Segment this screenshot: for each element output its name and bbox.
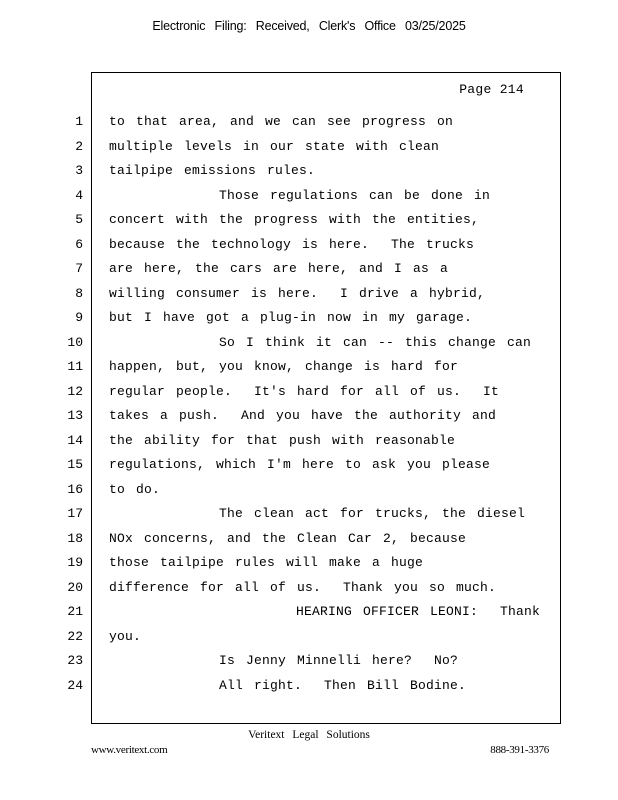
line-number: 9	[75, 310, 83, 325]
transcript-line: regulations, which I'm here to ask you please	[109, 457, 491, 472]
footer-website: www.veritext.com	[91, 744, 168, 756]
footer-phone: 888-391-3376	[490, 744, 549, 756]
transcript-line: happen, but, you know, change is hard for	[109, 359, 459, 374]
line-number: 21	[67, 604, 83, 619]
line-number: 20	[67, 580, 83, 595]
transcript-line: Is Jenny Minnelli here? No?	[109, 653, 459, 668]
transcript-line: to that area, and we can see progress on	[109, 114, 454, 129]
transcript-line: are here, the cars are here, and I as a	[109, 261, 449, 276]
transcript-line: HEARING OFFICER LEONI: Thank	[109, 604, 541, 619]
line-number: 10	[67, 335, 83, 350]
line-number: 18	[67, 531, 83, 546]
transcript-line: tailpipe emissions rules.	[109, 163, 316, 178]
line-number: 8	[75, 286, 83, 301]
transcript-line: All right. Then Bill Bodine.	[109, 678, 467, 693]
line-number: 12	[67, 384, 83, 399]
line-number: 24	[67, 678, 83, 693]
transcript-line: NOx concerns, and the Clean Car 2, because	[109, 531, 467, 546]
transcript-line: Those regulations can be done in	[109, 188, 491, 203]
line-number: 5	[75, 212, 83, 227]
transcript-line: you.	[109, 629, 142, 644]
transcript-line: those tailpipe rules will make a huge	[109, 555, 424, 570]
transcript-line: because the technology is here. The trucks	[109, 237, 475, 252]
line-number: 23	[67, 653, 83, 668]
line-number: 17	[67, 506, 83, 521]
line-number: 14	[67, 433, 83, 448]
transcript-line: the ability for that push with reasonable	[109, 433, 456, 448]
transcript-line: to do.	[109, 482, 161, 497]
line-number: 11	[67, 359, 83, 374]
transcript-line: The clean act for trucks, the diesel	[109, 506, 526, 521]
footer-company: Veritext Legal Solutions	[248, 729, 370, 741]
transcript-line: multiple levels in our state with clean	[109, 139, 440, 154]
transcript-line: regular people. It's hard for all of us. It	[109, 384, 500, 399]
line-number: 16	[67, 482, 83, 497]
line-number: 13	[67, 408, 83, 423]
line-number: 22	[67, 629, 83, 644]
filing-header: Electronic Filing: Received, Clerk's Office 03/25/2025	[152, 19, 466, 33]
line-number: 19	[67, 555, 83, 570]
line-number: 1	[75, 114, 83, 129]
line-number: 3	[75, 163, 83, 178]
transcript-line: concert with the progress with the entities,	[109, 212, 480, 227]
transcript-line: but I have got a plug-in now in my garage.	[109, 310, 473, 325]
line-number: 15	[67, 457, 83, 472]
page-number: Page 214	[459, 82, 524, 97]
transcript-line: So I think it can -- this change can	[109, 335, 532, 350]
line-number: 6	[75, 237, 83, 252]
transcript-line: takes a push. And you have the authority and	[109, 408, 497, 423]
line-number: 4	[75, 188, 83, 203]
transcript-line: difference for all of us. Thank you so much.	[109, 580, 497, 595]
line-number: 2	[75, 139, 83, 154]
transcript-line: willing consumer is here. I drive a hybrid,	[109, 286, 486, 301]
line-number: 7	[75, 261, 83, 276]
